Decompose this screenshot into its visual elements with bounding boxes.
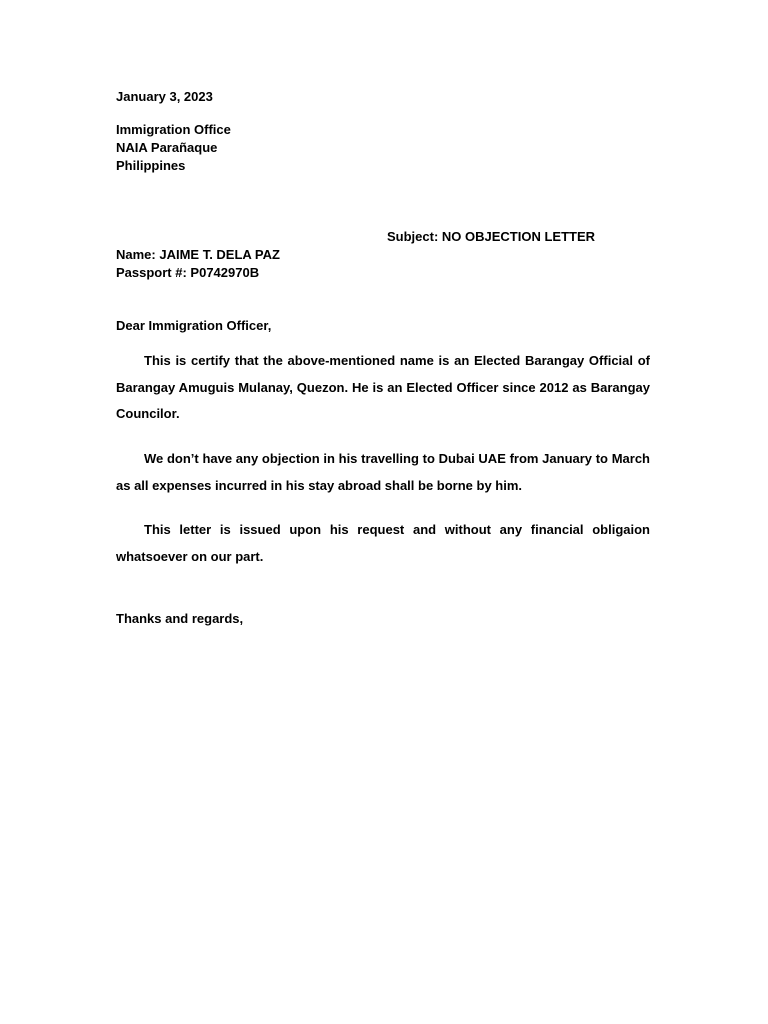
body-paragraph: This letter is issued upon his request and without any financial obligaion whatsoever on our part.	[116, 522, 650, 564]
letter-date: January 3, 2023	[116, 89, 213, 104]
recipient-line-country: Philippines	[116, 158, 186, 173]
person-name: Name: JAIME T. DELA PAZ	[116, 247, 280, 262]
recipient-line-office: Immigration Office	[116, 122, 231, 137]
passport-number: Passport #: P0742970B	[116, 265, 260, 280]
body-paragraph: We don’t have any objection in his travelling to Dubai UAE from January to March as all expenses incurred in his stay abroad shall be borne by him.	[116, 451, 650, 493]
letter-subject: Subject: NO OBJECTION LETTER	[387, 229, 596, 244]
recipient-line-location: NAIA Parañaque	[116, 140, 218, 155]
body-paragraph: This is certify that the above-mentioned name is an Elected Barangay Official of Barangay Amuguis Mulanay, Quezon. He is an Elected Officer since 2012 as Barangay Councilor.	[116, 353, 650, 421]
closing: Thanks and regards,	[116, 611, 244, 626]
salutation: Dear Immigration Officer,	[116, 318, 272, 333]
